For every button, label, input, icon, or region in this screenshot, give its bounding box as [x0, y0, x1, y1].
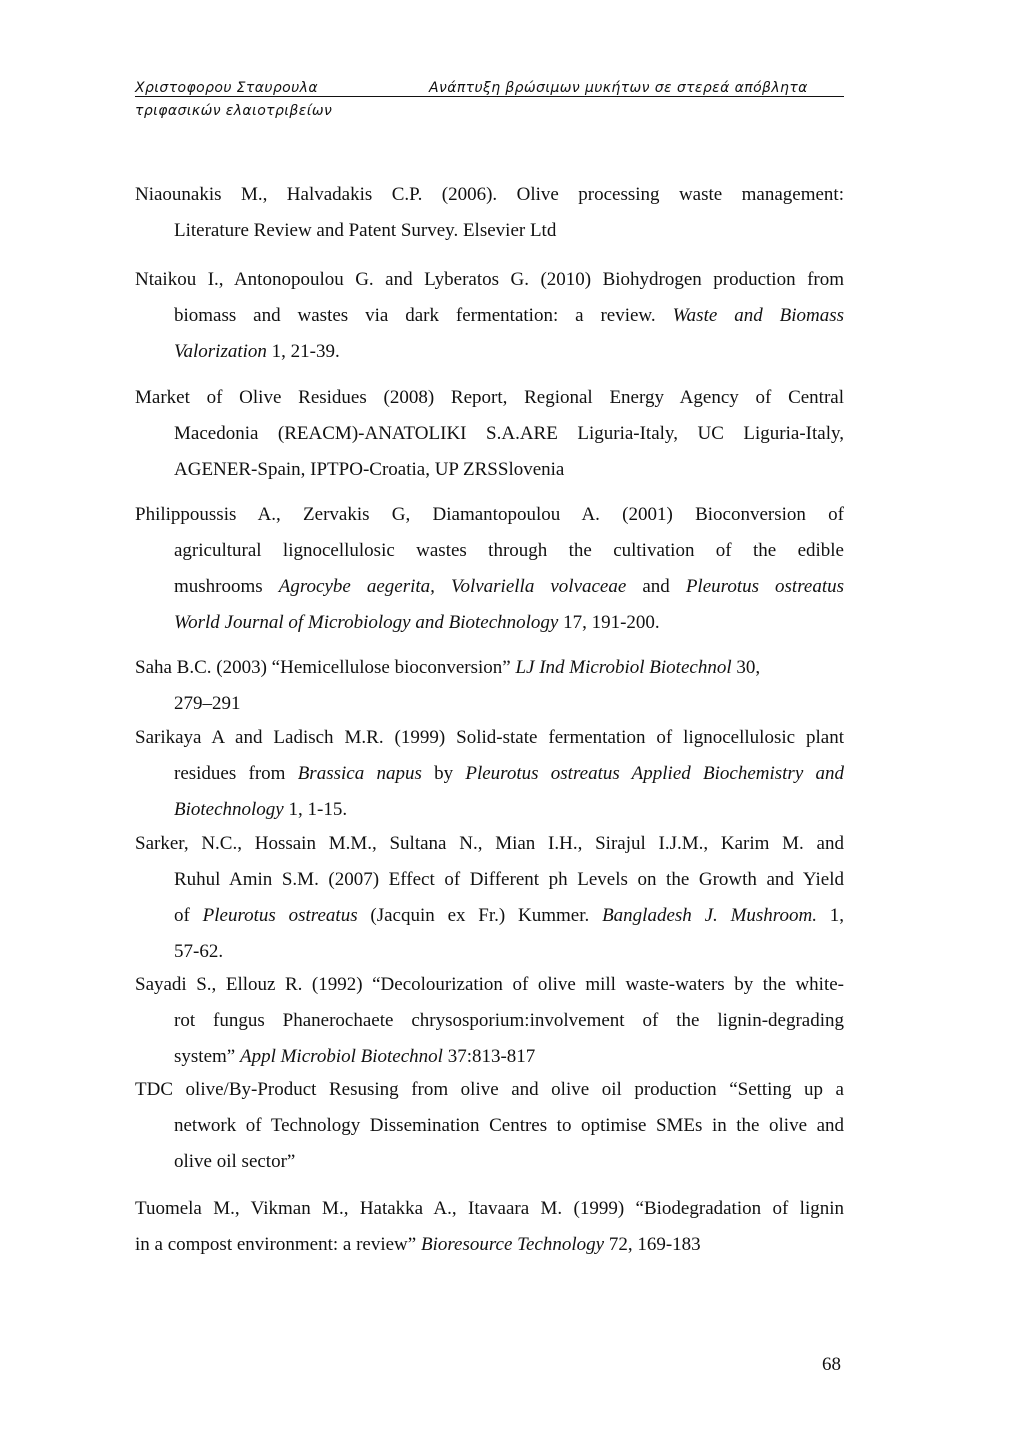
- reference-text: 1,: [816, 905, 845, 926]
- reference-line: olive oil sector”: [174, 1151, 296, 1172]
- reference-line: Sayadi S., Ellouz R. (1992) “Decolourization of olive mill waste-waters by the white-: [135, 974, 844, 995]
- journal-title: Bioresource Technology: [420, 1234, 605, 1255]
- reference-text: and: [626, 576, 686, 597]
- reference-entry: [135, 650, 844, 722]
- journal-title: LJ Ind Microbiol Biotechnol: [515, 657, 732, 678]
- reference-text: 17, 191-200.: [558, 612, 660, 633]
- species-name: Pleurotus ostreatus: [202, 905, 358, 926]
- reference-text: system”: [174, 1046, 240, 1067]
- reference-line: Niaounakis M., Halvadakis C.P. (2006). Olive processing waste management:: [135, 184, 844, 205]
- reference-text: Saha B.C. (2003) “Hemicellulose bioconversion”: [135, 657, 516, 678]
- running-header-author: Χριστοφορου Σταυρουλα: [135, 80, 318, 96]
- running-header-title: Ανάπτυξη βρώσιμων μυκήτων σε στερεά απόβλητα: [429, 80, 808, 96]
- journal-title: Valorization: [174, 341, 267, 362]
- journal-title: Biotechnology: [174, 799, 284, 820]
- reference-line: [135, 569, 844, 605]
- journal-title: Waste and Biomass: [672, 305, 844, 326]
- reference-line: [135, 298, 844, 334]
- journal-title: Pleurotus ostreatus Applied Biochemistry and: [465, 763, 845, 784]
- reference-text: of: [174, 905, 203, 926]
- species-names: Agrocybe aegerita, Volvariella volvaceae: [278, 576, 627, 597]
- reference-entry: [135, 1072, 844, 1180]
- species-name: Brassica napus: [297, 763, 422, 784]
- journal-title: Bangladesh J. Mushroom.: [602, 905, 817, 926]
- reference-line: [135, 898, 844, 934]
- reference-entry: [135, 262, 844, 370]
- reference-line: TDC olive/By-Product Resusing from olive and olive oil production “Setting up a: [135, 1079, 844, 1100]
- reference-entry: [135, 1191, 844, 1263]
- header-rule: [135, 96, 844, 97]
- reference-entry: [135, 177, 844, 249]
- journal-title: Appl Microbiol Biotechnol: [239, 1046, 443, 1067]
- reference-text: in a compost environment: a review”: [135, 1234, 421, 1255]
- reference-line: 279–291: [174, 693, 241, 714]
- reference-line: Ruhul Amin S.M. (2007) Effect of Different ph Levels on the Growth and Yield: [174, 869, 844, 890]
- reference-line: Sarker, N.C., Hossain M.M., Sultana N., Mian I.H., Sirajul I.J.M., Karim M. and: [135, 833, 844, 854]
- reference-text: 37:813-817: [442, 1046, 536, 1067]
- species-name: Pleurotus ostreatus: [685, 576, 845, 597]
- reference-text: biomass and wastes via dark fermentation: a review.: [174, 305, 673, 326]
- reference-line: Philippoussis A., Zervakis G, Diamantopoulou A. (2001) Bioconversion of: [135, 504, 844, 525]
- reference-line: [135, 605, 844, 641]
- reference-entry: [135, 497, 844, 641]
- reference-line: rot fungus Phanerochaete chrysosporium:involvement of the lignin-degrading: [174, 1010, 844, 1031]
- reference-text: residues from: [174, 763, 298, 784]
- reference-entry: [135, 826, 844, 970]
- reference-line: Literature Review and Patent Survey. Elsevier Ltd: [174, 220, 557, 241]
- reference-line: [135, 756, 844, 792]
- reference-text: 1, 21-39.: [266, 341, 340, 362]
- reference-line: agricultural lignocellulosic wastes through the cultivation of the edible: [174, 540, 844, 561]
- reference-entry: [135, 380, 844, 488]
- reference-text: (Jacquin ex Fr.) Kummer.: [357, 905, 603, 926]
- reference-text: 72, 169-183: [604, 1234, 701, 1255]
- reference-line: Sarikaya A and Ladisch M.R. (1999) Solid-state fermentation of lignocellulosic plant: [135, 727, 844, 748]
- reference-line: [135, 792, 844, 828]
- journal-title: World Journal of Microbiology and Biotechnology: [174, 612, 559, 633]
- reference-text: 1, 1-15.: [283, 799, 348, 820]
- reference-line: AGENER-Spain, IPTPO-Croatia, UP ZRSSlovenia: [174, 459, 565, 480]
- reference-line: Market of Olive Residues (2008) Report, Regional Energy Agency of Central: [135, 387, 844, 408]
- reference-text: 30,: [731, 657, 761, 678]
- reference-text: mushrooms: [174, 576, 279, 597]
- reference-line: [135, 650, 844, 686]
- reference-entry: [135, 967, 844, 1075]
- reference-line: [135, 334, 844, 370]
- reference-line: network of Technology Dissemination Centres to optimise SMEs in the olive and: [174, 1115, 844, 1136]
- reference-line: [135, 1227, 844, 1263]
- running-header-title-continued: τριφασικών ελαιοτριβείων: [135, 103, 333, 119]
- reference-entry: [135, 720, 844, 828]
- reference-text: by: [421, 763, 466, 784]
- reference-line: [135, 1039, 844, 1075]
- reference-line: Tuomela M., Vikman M., Hatakka A., Itavaara M. (1999) “Biodegradation of lignin: [135, 1198, 844, 1219]
- reference-line: 57-62.: [174, 941, 224, 962]
- reference-line: Ntaikou I., Antonopoulou G. and Lyberatos G. (2010) Biohydrogen production from: [135, 269, 844, 290]
- page-number: 68: [822, 1354, 841, 1375]
- reference-line: Macedonia (REACM)-ANATOLIKI S.A.ARE Liguria-Italy, UC Liguria-Italy,: [174, 423, 844, 444]
